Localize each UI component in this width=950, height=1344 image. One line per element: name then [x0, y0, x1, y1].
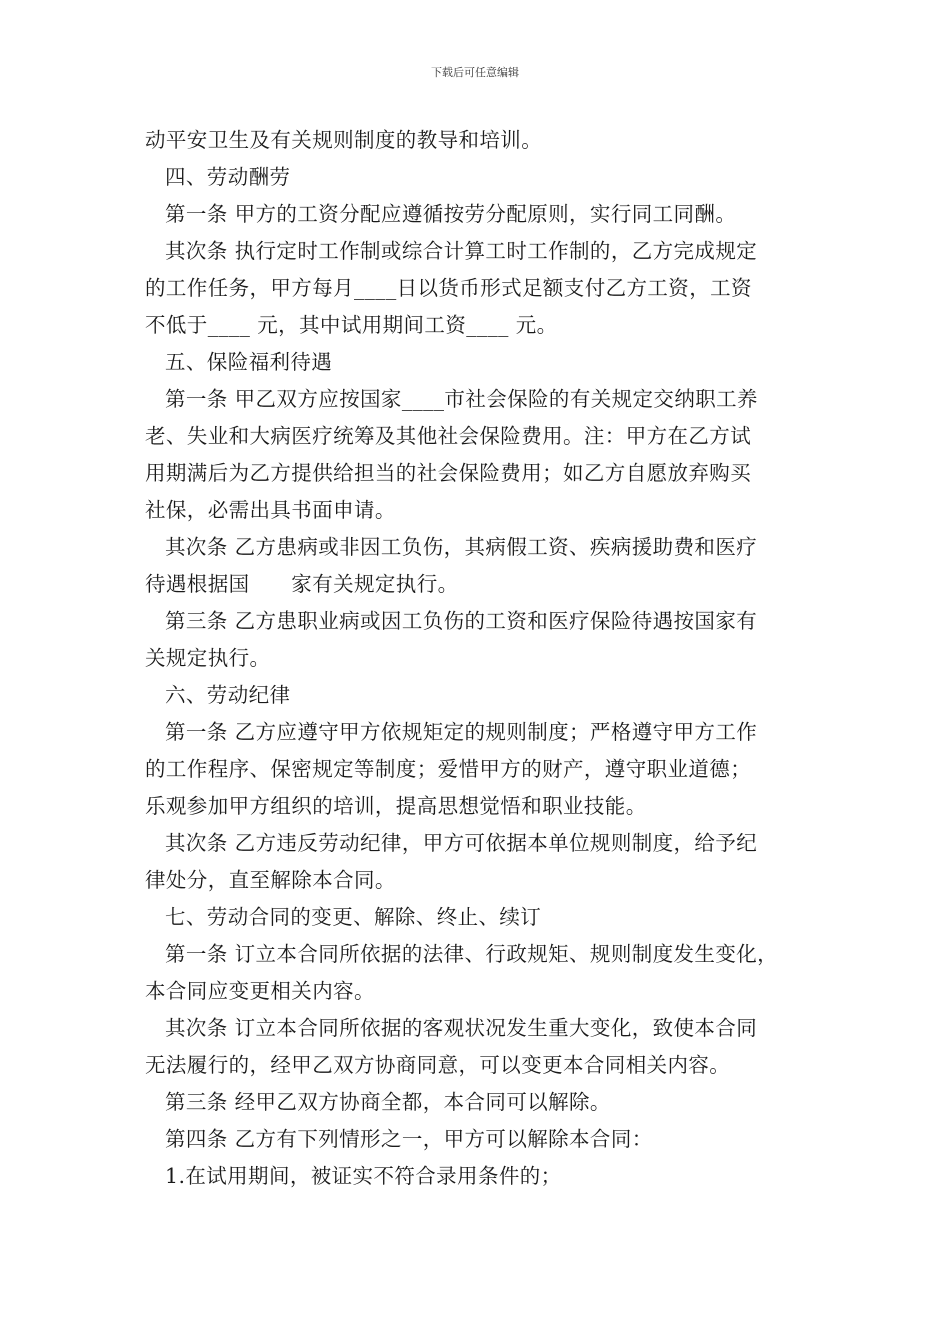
text-line: 1.在试用期间，被证实不符合录用条件的； [165, 1164, 562, 1188]
text-line: 关规定执行。 [145, 646, 271, 670]
text-line: 不低于____ 元，其中试用期间工资____ 元。 [145, 313, 558, 337]
text-line: 用期满后为乙方提供给担当的社会保险费用；如乙方自愿放弃购买 [145, 461, 752, 485]
text-line: 其次条 乙方患病或非因工负伤，其病假工资、疾病援助费和医疗 [165, 535, 758, 559]
text-line: 老、失业和大病医疗统筹及其他社会保险费用。注：甲方在乙方试 [145, 424, 752, 448]
text-line: 社保，必需出具书面申请。 [145, 498, 396, 522]
text-line: 其次条 乙方违反劳动纪律，甲方可依据本单位规则制度，给予纪 [165, 831, 758, 855]
text-line: 第三条 经甲乙双方协商全都，本合同可以解除。 [165, 1090, 611, 1114]
text-line: 其次条 执行定时工作制或综合计算工时工作制的，乙方完成规定 [165, 239, 758, 263]
text-line: 律处分，直至解除本合同。 [145, 868, 396, 892]
text-line: 第一条 甲乙双方应按国家____市社会保险的有关规定交纳职工养 [165, 387, 758, 411]
document-body [145, 122, 825, 1195]
text-line: 第一条 乙方应遵守甲方依规矩定的规则制度；严格遵守甲方工作 [165, 720, 758, 744]
text-line: 本合同应变更相关内容。 [145, 979, 375, 1003]
page-header: 下载后可任意编辑 [431, 66, 519, 79]
text-line: 第一条 甲方的工资分配应遵循按劳分配原则，实行同工同酬。 [165, 202, 737, 226]
text-line: 无法履行的，经甲乙双方协商同意，可以变更本合同相关内容。 [145, 1053, 731, 1077]
text-line: 六、劳动纪律 [165, 683, 291, 707]
text-line: 动平安卫生及有关规则制度的教导和培训。 [145, 128, 543, 152]
text-line: 四、劳动酬劳 [165, 165, 291, 189]
text-line: 的工作程序、保密规定等制度；爱惜甲方的财产，遵守职业道德； [145, 757, 752, 781]
text-line: 乐观参加甲方组织的培训，提高思想觉悟和职业技能。 [145, 794, 647, 818]
text-line: 的工作任务，甲方每月____日以货币形式足额支付乙方工资，工资 [145, 276, 752, 300]
text-line: 第一条 订立本合同所依据的法律、行政规矩、规则制度发生变化， [165, 942, 779, 966]
text-line: 五、保险福利待遇 [165, 350, 333, 374]
text-line: 第四条 乙方有下列情形之一，甲方可以解除本合同： [165, 1127, 653, 1151]
text-line: 待遇根据国 家有关规定执行。 [145, 572, 459, 596]
text-line: 七、劳动合同的变更、解除、终止、续订 [165, 905, 542, 929]
text-line: 其次条 订立本合同所依据的客观状况发生重大变化，致使本合同 [165, 1016, 758, 1040]
text-line: 第三条 乙方患职业病或因工负伤的工资和医疗保险待遇按国家有 [165, 609, 758, 633]
